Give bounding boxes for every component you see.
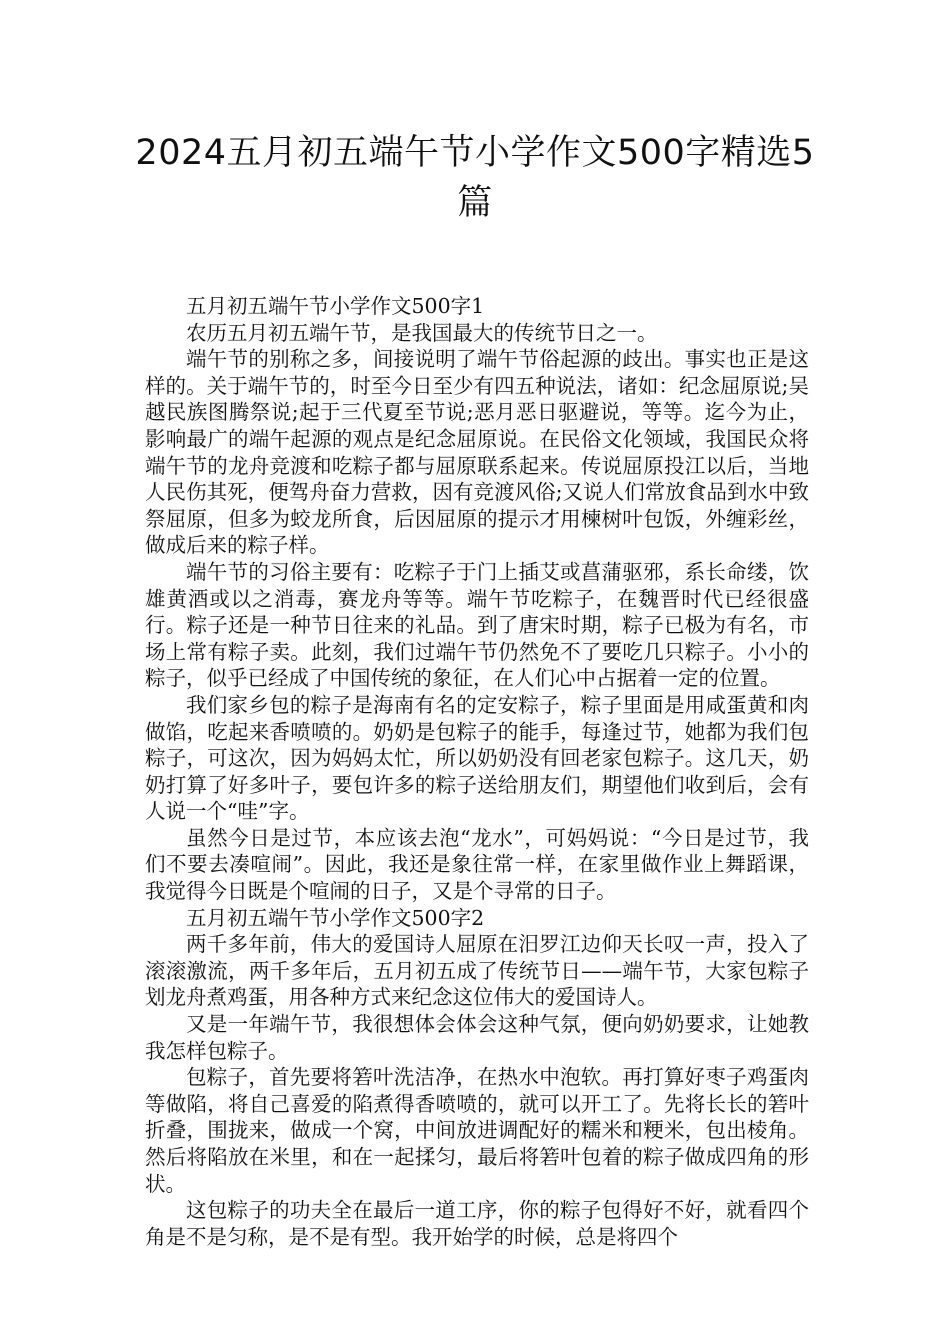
document-body — [145, 293, 809, 1250]
paragraph: 端午节的习俗主要有：吃粽子于门上插艾或菖蒲驱邪，系长命缕，饮雄黄酒或以之消毒，赛龙舟等等。端午节吃粽子，在魏晋时代已经很盛行。粽子还是一种节日往来的礼品。到了唐宋时期，粽子已极为有名，市场上常有粽子卖。此刻，我们过端午节仍然免不了要吃几只粽子。小小的粽子，似乎已经成了中国传统的象征，在人们心中占据着一定的位置。 — [145, 559, 809, 691]
paragraph: 虽然今日是过节，本应该去泡“龙水”，可妈妈说：“今日是过节，我们不要去凑喧闹”。因此，我还是象往常一样，在家里做作业上舞蹈课，我觉得今日既是个喧闹的日子，又是个寻常的日子。 — [145, 825, 809, 904]
paragraph: 两千多年前，伟大的爱国诗人屈原在汨罗江边仰天长叹一声，投入了滚滚激流，两千多年后，五月初五成了传统节日——端午节，大家包粽子划龙舟煮鸡蛋，用各种方式来纪念这位伟大的爱国诗人。 — [145, 932, 809, 1010]
paragraph: 又是一年端午节，我很想体会体会这种气氛，便向奶奶要求，让她教我怎样包粽子。 — [145, 1012, 809, 1063]
section-heading-2: 五月初五端午节小学作文500字2 — [186, 905, 485, 930]
section-heading-1: 五月初五端午节小学作文500字1 — [186, 294, 485, 318]
paragraph: 包粽子，首先要将箬叶洗洁净，在热水中泡软。再打算好枣子鸡蛋肉等做陷，将自己喜爱的陷煮得香喷喷的，就可以开工了。先将长长的箬叶折叠，围拢来，做成一个窝，中间放进调配好的糯米和粳米，包出棱角。然后将陷放在米里，和在一起揉匀，最后将箬叶包着的粽子做成四角的形状。 — [145, 1065, 809, 1196]
paragraph: 我们家乡包的粽子是海南有名的定安粽子，粽子里面是用咸蛋黄和肉做馅，吃起来香喷喷的。奶奶是包粽子的能手，每逢过节，她都为我们包粽子，可这次，因为妈妈太忙，所以奶奶没有回老家包粽子。这几天，奶奶打算了好多叶子，要包许多的粽子送给朋友们，期望他们收到后，会有人说一个“哇”字。 — [145, 692, 809, 824]
paragraph: 这包粽子的功夫全在最后一道工序，你的粽子包得好不好，就看四个角是不是匀称，是不是有型。我开始学的时候，总是将四个 — [145, 1198, 809, 1249]
document-title: 2024五月初五端午节小学作文500字精选5篇 — [135, 133, 815, 223]
paragraph: 农历五月初五端午节，是我国最大的传统节日之一。 — [186, 320, 658, 345]
paragraph: 端午节的别称之多，间接说明了端午节俗起源的歧出。事实也正是这样的。关于端午节的，时至今日至少有四五种说法，诸如：纪念屈原说;吴越民族图腾祭说;起于三代夏至节说;恶月恶日驱避说，等等。迄今为止，影响最广的端午起源的观点是纪念屈原说。在民俗文化领域，我国民众将端午节的龙舟竞渡和吃粽子都与屈原联系起来。传说屈原投江以后，当地人民伤其死，便驾舟奋力营救，因有竞渡风俗;又说人们常放食品到水中致祭屈原，但多为蛟龙所食，后因屈原的提示才用楝树叶包饭，外缠彩丝，做成后来的粽子样。 — [145, 347, 809, 558]
